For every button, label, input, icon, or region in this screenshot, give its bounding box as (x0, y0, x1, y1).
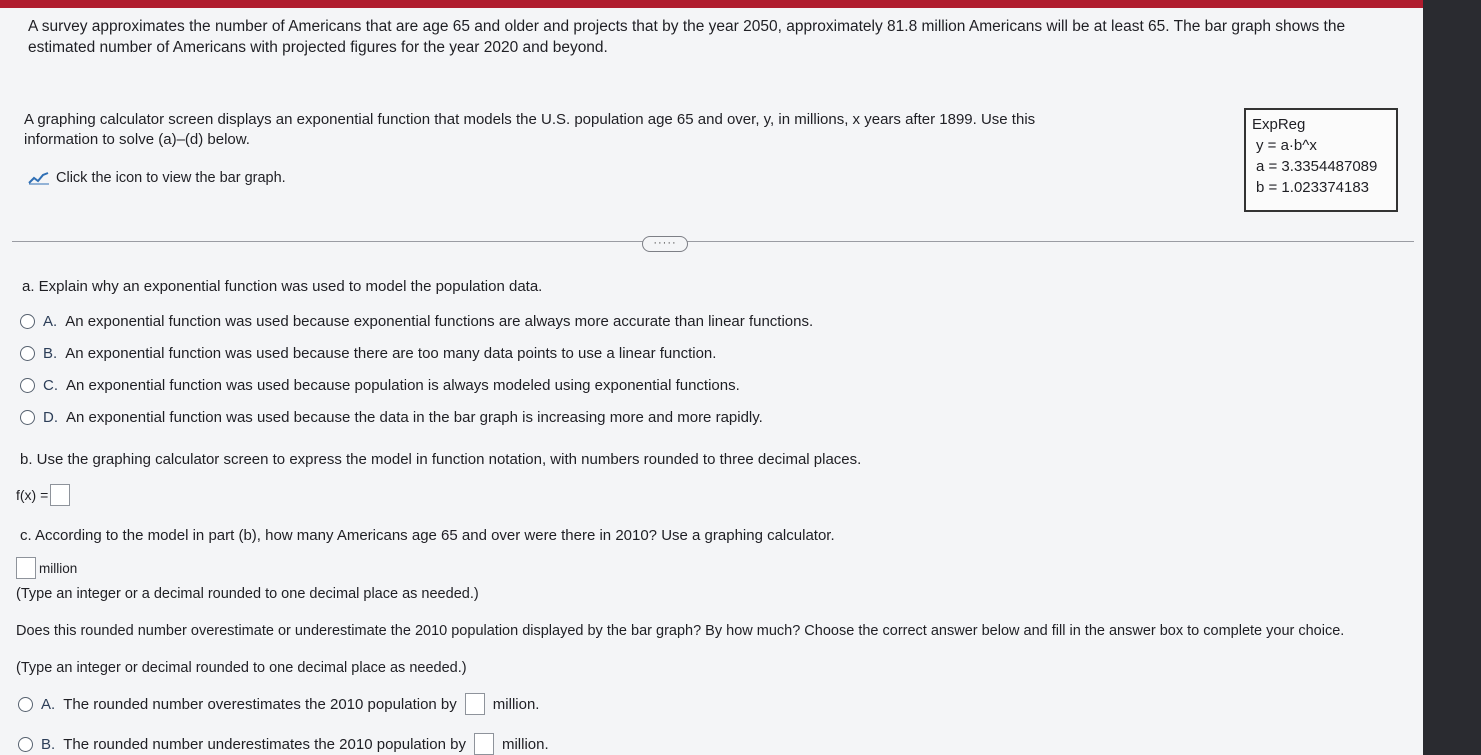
choice-letter: B. (43, 345, 58, 362)
part-a-question: a. Explain why an exponential function was used to model the population data. (22, 278, 543, 295)
choice-text: An exponential function was used because the data in the bar graph is increasing more and more rapidly. (66, 409, 763, 426)
view-bar-graph-label: Click the icon to view the bar graph. (56, 170, 286, 186)
population-unit: million (39, 560, 78, 576)
expreg-b: b = 1.023374183 (1256, 179, 1370, 196)
population-answer-box[interactable] (16, 557, 36, 579)
radio-button[interactable] (20, 314, 35, 329)
part-c-question: c. According to the model in part (b), how many Americans age 65 and over were there in 2010? Use a graphing calculator. (20, 527, 835, 544)
expreg-equation: y = a·b^x (1256, 137, 1317, 154)
view-bar-graph-link[interactable] (28, 170, 286, 186)
right-edge-panel (1423, 0, 1481, 755)
choice-text: An exponential function was used because there are too many data points to use a linear function. (65, 345, 717, 362)
fx-label: f(x) = (16, 487, 49, 503)
choice-text: The rounded number overestimates the 2010 population by (63, 695, 457, 713)
part-a-choice-a[interactable] (20, 313, 813, 330)
choice-letter: A. (41, 695, 56, 713)
part-c-choice-b[interactable] (18, 733, 549, 755)
choice-unit: million. (501, 735, 549, 753)
radio-button[interactable] (20, 346, 35, 361)
part-a-choice-b[interactable] (20, 345, 716, 362)
part-c-hint-2: (Type an integer or decimal rounded to one decimal place as needed.) (16, 660, 467, 676)
choice-text: An exponential function was used because exponential functions are always more accurate than linear functions. (65, 313, 814, 330)
expreg-title: ExpReg (1252, 116, 1306, 133)
part-c-choice-a[interactable] (18, 693, 539, 715)
part-a-choice-d[interactable] (20, 409, 763, 426)
radio-button[interactable] (18, 737, 33, 752)
choice-text: The rounded number underestimates the 2010 population by (63, 735, 466, 753)
part-b-question: b. Use the graphing calculator screen to express the model in function notation, with numbers rounded to three decimal places. (20, 451, 862, 468)
calculator-intro: A graphing calculator screen displays an exponential function that models the U.S. population age 65 and over, y, in millions, x years after 1899. Use this information to solve (a)–(d) below. (24, 111, 1036, 148)
calculator-screen (1244, 108, 1398, 212)
part-c-hint: (Type an integer or a decimal rounded to one decimal place as needed.) (16, 586, 479, 602)
problem-intro: A survey approximates the number of Americans that are age 65 and older and projects that by the year 2050, approximately 81.8 million Americans will be at least 65. The bar graph shows the estimated number of Americans with projected figures for the year 2020 and beyond. (28, 18, 1346, 56)
underestimate-answer-box[interactable] (474, 733, 494, 755)
choice-letter: A. (43, 313, 58, 330)
expreg-a: a = 3.3354487089 (1256, 158, 1378, 175)
top-accent-bar (0, 0, 1481, 8)
part-c-followup: Does this rounded number overestimate or underestimate the 2010 population displayed by the bar graph? By how much? Choose the correct answer below and fill in the answer box to complete your choice. (16, 623, 1345, 639)
choice-text: An exponential function was used because population is always modeled using exponential functions. (66, 377, 740, 394)
radio-button[interactable] (20, 410, 35, 425)
choice-letter: D. (43, 409, 58, 426)
choice-letter: C. (43, 377, 58, 394)
overestimate-answer-box[interactable] (465, 693, 485, 715)
part-a-choice-c[interactable] (20, 377, 740, 394)
expand-more-button[interactable]: ····· (642, 236, 688, 252)
choice-letter: B. (41, 735, 56, 753)
choice-unit: million. (492, 695, 540, 713)
part-c-answer-row (16, 557, 77, 579)
radio-button[interactable] (20, 378, 35, 393)
radio-button[interactable] (18, 697, 33, 712)
fx-answer-box[interactable] (50, 484, 70, 506)
fx-row (16, 484, 70, 506)
section-divider (12, 241, 1414, 242)
chart-icon (28, 171, 50, 185)
